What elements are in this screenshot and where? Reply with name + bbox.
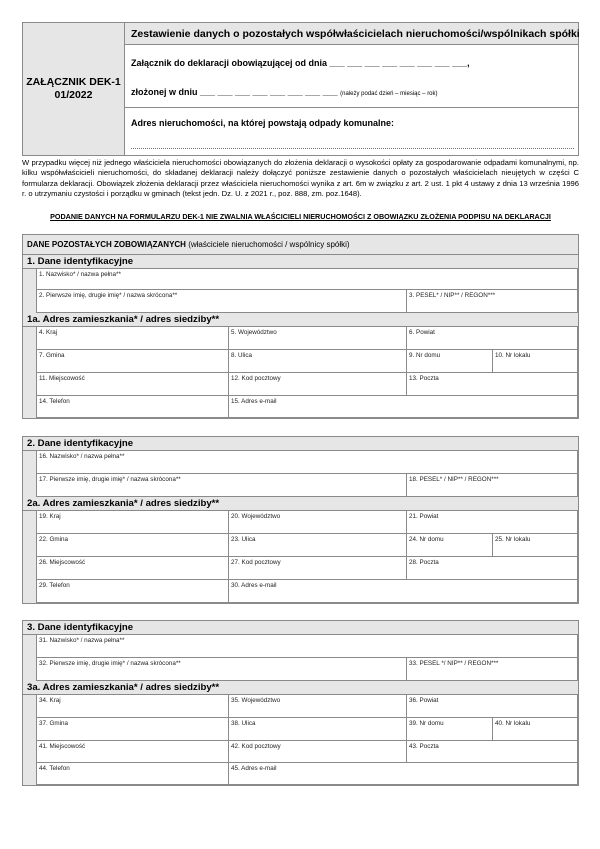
city-field[interactable]: 11. Miejscowość (36, 373, 229, 396)
property-address-panel (125, 108, 578, 155)
voivodeship-field[interactable]: 35. Województwo (228, 695, 407, 718)
intro-paragraph: W przypadku więcej niż jednego właściciela nieruchomości obowiązanych do złożenia deklaracji o wysokości opłaty za gospodarowanie odpadami komunalnymi, np. kilku współwłaścicieli nieruchomości, do składanej deklaracji należy dołączyć poniższe zestawienie danych o pozostałych właścicielach nieujętych w części C formularza deklaracji. Obowiązek złożenia deklaracji przez właściciela nieruchomości wynika z art. 6m w związku z art. 2 ust. 1 pkt 4 ustawy z dnia 13 września 1996 r. o utrzymaniu czystości i porządku w gminach (tekst jedn. Dz. U. z 2021 r., poz. 888, zm. poz.1648). (22, 158, 579, 199)
city-field[interactable]: 41. Miejscowość (36, 741, 229, 763)
first-name-field[interactable]: 2. Pierwsze imię, drugie imię* / nazwa skrócona** (36, 290, 407, 313)
submitted-date-field[interactable] (131, 87, 438, 97)
identification-header: 3. Dane identyfikacyjne (23, 621, 578, 635)
municipality-field[interactable]: 22. Gmina (36, 534, 229, 557)
first-name-field[interactable]: 32. Pierwsze imię, drugie imię* / nazwa skrócona** (36, 658, 407, 681)
date-format-note: (należy podać dzień – miesiąc – rok) (340, 91, 438, 97)
county-field[interactable]: 21. Powiat (406, 511, 578, 534)
attachment-code: ZAŁĄCZNIK DEK-1 (26, 76, 121, 88)
voivodeship-field[interactable]: 20. Województwo (228, 511, 407, 534)
post-office-field[interactable]: 43. Poczta (406, 741, 578, 763)
country-field[interactable]: 34. Kraj (36, 695, 229, 718)
voivodeship-field[interactable]: 5. Województwo (228, 327, 407, 350)
pesel-field[interactable]: 33. PESEL */ NIP** / REGON*** (406, 658, 578, 681)
phone-field[interactable]: 14. Telefon (36, 396, 229, 418)
first-name-field[interactable]: 17. Pierwsze imię, drugie imię* / nazwa skrócona** (36, 474, 407, 497)
dates-panel (125, 45, 578, 108)
postal-code-field[interactable]: 42. Kod pocztowy (228, 741, 407, 763)
county-field[interactable]: 6. Powiat (406, 327, 578, 350)
identification-header: 1. Dane identyfikacyjne (23, 255, 578, 269)
surname-field[interactable]: 31. Nazwisko* / nazwa pełna** (36, 635, 578, 658)
owner-section-2 (22, 436, 579, 604)
address-header: 1a. Adres zamieszkania* / adres siedziby** (23, 313, 578, 327)
house-number-field[interactable]: 24. Nr domu (406, 534, 493, 557)
form-header (23, 235, 578, 255)
address-header: 3a. Adres zamieszkania* / adres siedziby** (23, 681, 578, 695)
surname-field[interactable]: 1. Nazwisko* / nazwa pełna** (36, 269, 578, 290)
apartment-number-field[interactable]: 40. Nr lokalu (492, 718, 578, 741)
municipality-field[interactable]: 37. Gmina (36, 718, 229, 741)
email-field[interactable]: 30. Adres e-mail (228, 580, 578, 603)
effective-date-field[interactable]: Załącznik do deklaracji obowiązującej od dnia ___ ___ ___ ___ ___ ___ ___ ___, (131, 58, 470, 68)
email-field[interactable]: 15. Adres e-mail (228, 396, 578, 418)
attachment-code-panel (23, 23, 125, 155)
house-number-field[interactable]: 9. Nr domu (406, 350, 493, 373)
phone-field[interactable]: 44. Telefon (36, 763, 229, 785)
surname-field[interactable]: 16. Nazwisko* / nazwa pełna** (36, 451, 578, 474)
apartment-number-field[interactable]: 25. Nr lokalu (492, 534, 578, 557)
email-field[interactable]: 45. Adres e-mail (228, 763, 578, 785)
owner-section-3 (22, 620, 579, 786)
pesel-field[interactable]: 18. PESEL* / NIP** / REGON*** (406, 474, 578, 497)
phone-field[interactable]: 29. Telefon (36, 580, 229, 603)
postal-code-field[interactable]: 12. Kod pocztowy (228, 373, 407, 396)
post-office-field[interactable]: 28. Poczta (406, 557, 578, 580)
street-field[interactable]: 23. Ulica (228, 534, 407, 557)
owner-section-1 (22, 234, 579, 419)
property-address-input[interactable] (131, 148, 574, 149)
pesel-field[interactable]: 3. PESEL* / NIP** / REGON*** (406, 290, 578, 313)
county-field[interactable]: 36. Powiat (406, 695, 578, 718)
postal-code-field[interactable]: 27. Kod pocztowy (228, 557, 407, 580)
municipality-field[interactable]: 7. Gmina (36, 350, 229, 373)
address-header: 2a. Adres zamieszkania* / adres siedziby** (23, 497, 578, 511)
country-field[interactable]: 4. Kraj (36, 327, 229, 350)
attachment-header (22, 22, 579, 156)
identification-header: 2. Dane identyfikacyjne (23, 437, 578, 451)
apartment-number-field[interactable]: 10. Nr lokalu (492, 350, 578, 373)
signature-notice: PODANIE DANYCH NA FORMULARZU DEK-1 NIE ZWALNIA WŁAŚCICIELI NIERUCHOMOŚCI Z OBOWIĄZKU ZŁOŻENIA PODPISU NA DEKLARACJI (50, 212, 551, 221)
form-header-subtitle: (właściciele nieruchomości / wspólnicy spółki) (185, 240, 350, 249)
street-field[interactable]: 8. Ulica (228, 350, 407, 373)
form-header-title: DANE POZOSTAŁYCH ZOBOWIĄZANYCH (27, 240, 186, 249)
attachment-title: Zestawienie danych o pozostałych współwłaścicielach nieruchomości/wspólnikach spółki (125, 23, 578, 45)
post-office-field[interactable]: 13. Poczta (406, 373, 578, 396)
property-address-label: Adres nieruchomości, na której powstają odpady komunalne: (131, 118, 395, 128)
house-number-field[interactable]: 39. Nr domu (406, 718, 493, 741)
street-field[interactable]: 38. Ulica (228, 718, 407, 741)
country-field[interactable]: 19. Kraj (36, 511, 229, 534)
submitted-date-label: złożonej w dniu ___ ___ ___ ___ ___ ___ ___ ___ (131, 87, 341, 97)
city-field[interactable]: 26. Miejscowość (36, 557, 229, 580)
attachment-version: 01/2022 (54, 89, 93, 101)
